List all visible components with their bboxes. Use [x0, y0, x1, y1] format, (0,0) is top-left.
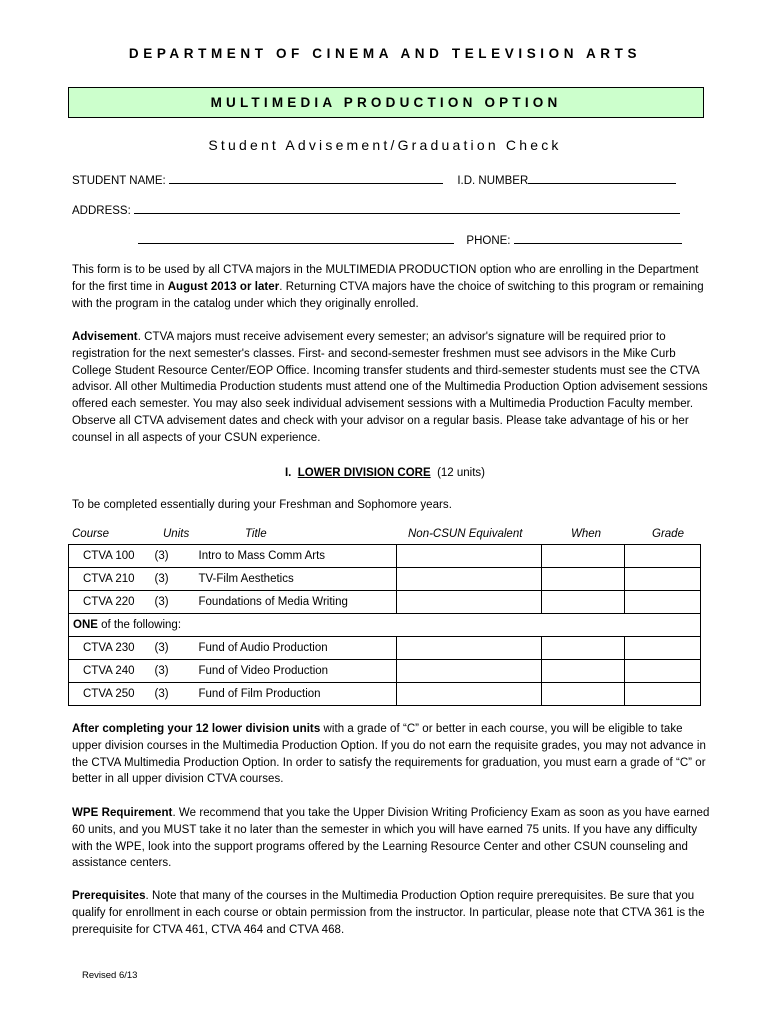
course-code: CTVA 250 [69, 683, 155, 706]
table-row [69, 568, 701, 591]
student-name-label: STUDENT NAME: [72, 175, 166, 187]
equivalent-cell[interactable] [397, 591, 542, 614]
one-of-bold: ONE [73, 619, 98, 631]
intro-date-bold: August 2013 or later [167, 280, 280, 293]
prereq-label: Prerequisites [72, 890, 146, 902]
when-cell[interactable] [542, 637, 625, 660]
grade-cell[interactable] [625, 545, 701, 568]
course-units: (3) [155, 545, 199, 568]
course-units: (3) [155, 683, 199, 706]
table-row [69, 637, 701, 660]
department-title: DEPARTMENT OF CINEMA AND TELEVISION ARTS [128, 46, 642, 61]
course-code: CTVA 100 [69, 545, 155, 568]
course-title: TV-Film Aesthetics [199, 568, 397, 591]
equivalent-cell[interactable] [397, 545, 542, 568]
wpe-text: . We recommend that you take the Upper Division Writing Proficiency Exam as soon as you have earned 60 units, and you MUST take it no later than the semester in which you will have earned 75 units. If you have any difficulty with the WPE, look into the support programs offered by the Learning Resource Center and other CSUN counseling and assistance centers. [72, 807, 710, 870]
course-title: Fund of Video Production [199, 660, 397, 683]
id-number-field[interactable] [528, 172, 676, 184]
section-heading [0, 467, 770, 479]
table-row [69, 545, 701, 568]
course-code: CTVA 210 [69, 568, 155, 591]
option-title-box: MULTIMEDIA PRODUCTION OPTION [68, 87, 704, 118]
when-cell[interactable] [542, 683, 625, 706]
wpe-label: WPE Requirement [72, 807, 173, 819]
header-course: Course [72, 528, 110, 540]
advisement-paragraph [72, 329, 712, 447]
course-units: (3) [155, 637, 199, 660]
when-cell[interactable] [542, 591, 625, 614]
advisement-text: . CTVA majors must receive advisement every semester; an advisor's signature will be required prior to registration for the next semester's classes. First- and second-semester freshmen must see advisors in the Mike Curb College Student Resource Center/EOP Office. Incoming transfer students and third-semester students must see the CTVA advisor. All other Multimedia Production students must attend one of the Multimedia Production Option advisement sessions offered each semester. You may also seek individual advisement sessions with a Multimedia Production Faculty member. Observe all CTVA advisement dates and check with your advisor on a regular basis. Please take advantage of his or her counsel in all aspects of your CSUN experience. [72, 331, 708, 444]
after-text: with a grade of “C” or better in each course, you will be eligible to take upper division courses in the Multimedia Production Option. If you do not earn the requisite grades, you may not advance in the CTVA Multimedia Production Option. In order to satisfy the requirements for graduation, you must earn a grade of “C” or better in all upper division CTVA courses. [72, 723, 706, 786]
address-row [72, 202, 680, 217]
course-code: CTVA 240 [69, 660, 155, 683]
course-units: (3) [155, 568, 199, 591]
equivalent-cell[interactable] [397, 683, 542, 706]
header-grade: Grade [652, 528, 684, 540]
header-units: Units [163, 528, 190, 540]
grade-cell[interactable] [625, 637, 701, 660]
course-title: Fund of Audio Production [199, 637, 397, 660]
when-cell[interactable] [542, 660, 625, 683]
course-units: (3) [155, 660, 199, 683]
section-number: I. [284, 467, 292, 479]
grade-cell[interactable] [625, 591, 701, 614]
when-cell[interactable] [542, 545, 625, 568]
wpe-paragraph [72, 805, 712, 872]
phone-label: PHONE: [466, 235, 511, 247]
advisement-label: Advisement [72, 331, 138, 343]
address-field[interactable] [134, 202, 680, 214]
section-title: LOWER DIVISION CORE [297, 467, 431, 479]
section-note: To be completed essentially during your Freshman and Sophomore years. [72, 499, 452, 511]
student-name-field[interactable] [169, 172, 443, 184]
prerequisites-paragraph [72, 888, 712, 938]
intro-text-end: . Returning CTVA majors have the choice of switching to this program or remaining with the program in the catalog under which they originally enrolled. [72, 280, 704, 310]
prereq-text: . Note that many of the courses in the Multimedia Production Option require prerequisites. Be sure that you qualify for enrollment in each course or obtain permission from the instructor. In particular, please note that CTVA 361 is the prerequisite for CTVA 461, CTVA 464 and CTVA 468. [72, 890, 705, 936]
table-row [69, 660, 701, 683]
equivalent-cell[interactable] [397, 637, 542, 660]
equivalent-cell[interactable] [397, 660, 542, 683]
form-subtitle: Student Advisement/Graduation Check [208, 137, 562, 153]
intro-text: This form is to be used by all CTVA majors in the MULTIMEDIA PRODUCTION option who are enrolling in the Department for the first time in [72, 264, 699, 293]
table-row [69, 591, 701, 614]
course-code: CTVA 220 [69, 591, 155, 614]
equivalent-cell[interactable] [397, 568, 542, 591]
grade-cell[interactable] [625, 660, 701, 683]
phone-field[interactable] [514, 232, 682, 244]
intro-paragraph [72, 262, 712, 312]
after-bold: After completing your 12 lower division units [72, 723, 321, 735]
id-number-label: I.D. NUMBER [457, 175, 529, 187]
address-line2-field[interactable] [138, 232, 454, 244]
one-of-rest: of the following: [97, 619, 182, 631]
revision-note: Revised 6/13 [82, 970, 138, 981]
course-title: Intro to Mass Comm Arts [199, 545, 397, 568]
course-units: (3) [155, 591, 199, 614]
course-code: CTVA 230 [69, 637, 155, 660]
course-title: Foundations of Media Writing [199, 591, 397, 614]
header-when: When [571, 528, 602, 540]
header-equivalent: Non-CSUN Equivalent [408, 528, 523, 540]
grade-cell[interactable] [625, 568, 701, 591]
address-phone-row [138, 232, 682, 247]
table-row [69, 683, 701, 706]
student-name-row [72, 172, 676, 187]
table-row-one-of [69, 614, 701, 637]
section-units: (12 units) [437, 467, 485, 479]
course-title: Fund of Film Production [199, 683, 397, 706]
one-of-label [69, 614, 701, 637]
lower-division-table [68, 544, 701, 706]
header-title: Title [245, 528, 267, 540]
address-label: ADDRESS: [72, 205, 131, 217]
grade-cell[interactable] [625, 683, 701, 706]
when-cell[interactable] [542, 568, 625, 591]
after-completing-paragraph [72, 721, 712, 788]
